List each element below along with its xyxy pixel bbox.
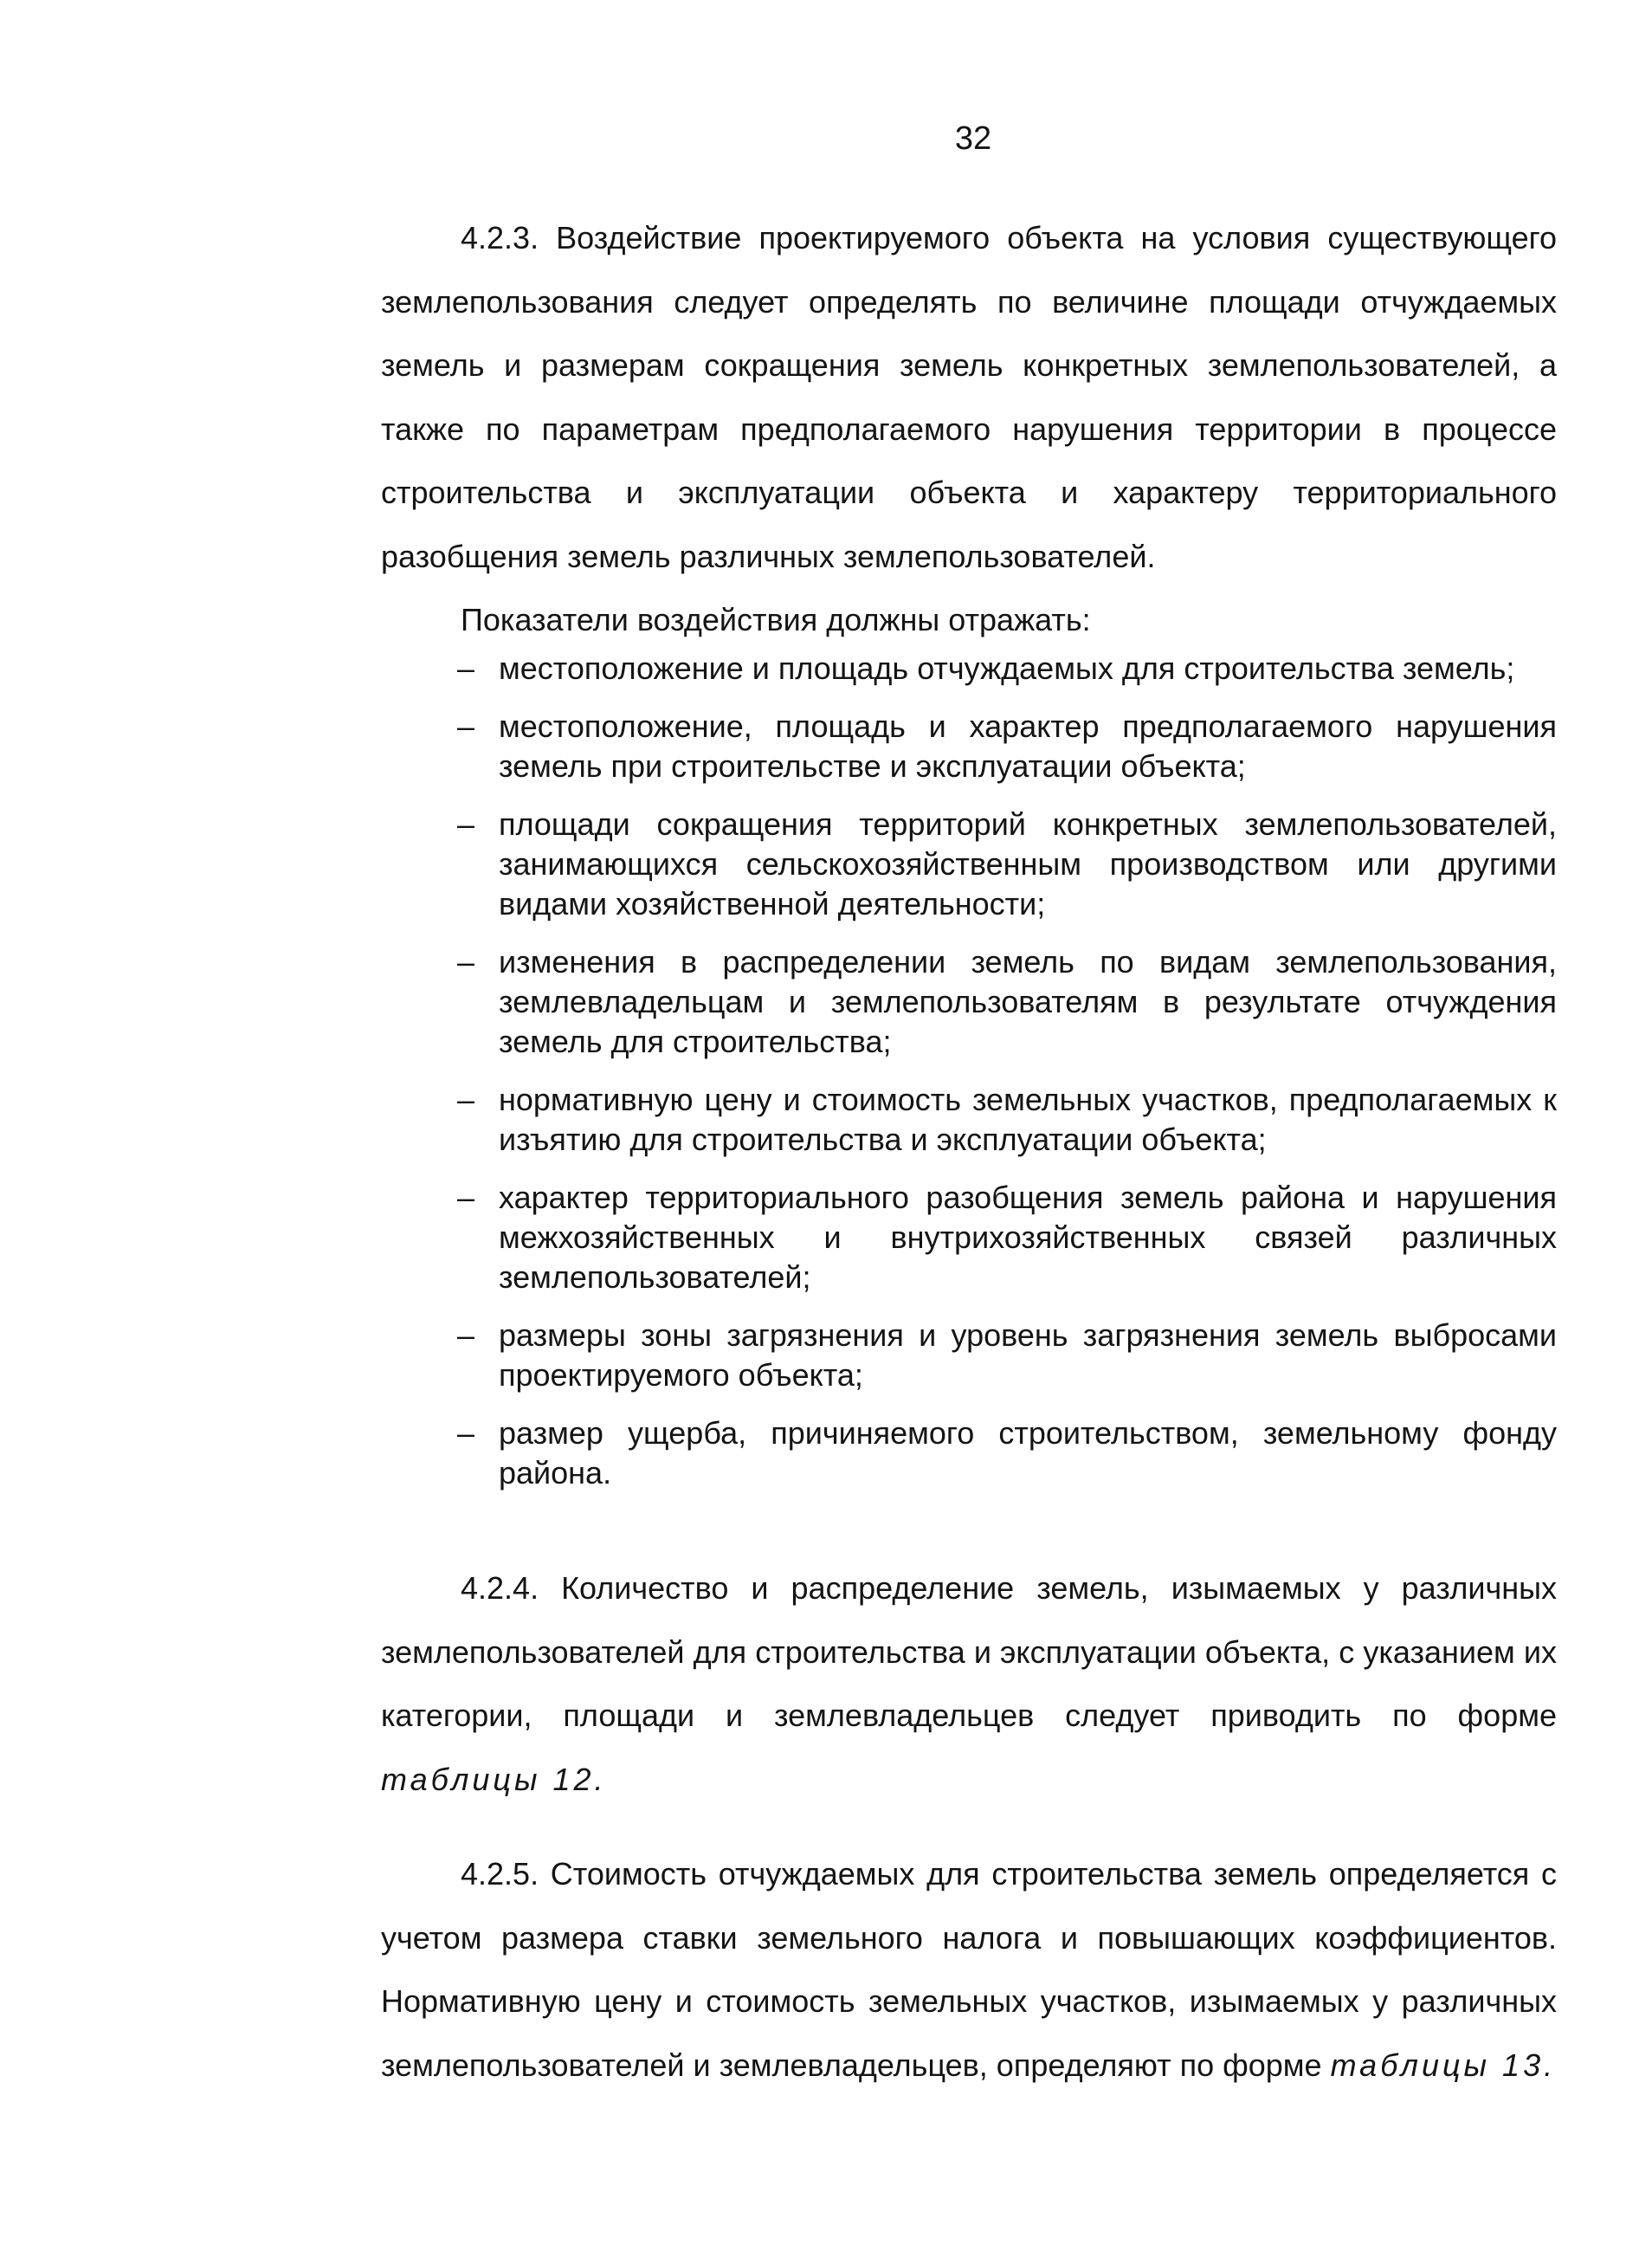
list-dash: –: [457, 1180, 475, 1215]
list-dash: –: [457, 1317, 475, 1353]
page-content: [381, 206, 1557, 2097]
list-item: [381, 805, 1557, 924]
list-dash: –: [457, 708, 475, 744]
list-item-text: характер территориального разобщения земель района и нарушения межхозяйственных и внутрихозяйственных связей различных землепользователей;: [499, 1180, 1557, 1295]
list-item-text: площади сокращения территорий конкретных землепользователей, занимающихся сельскохозяйственным производством или другими видами хозяйственной деятельности;: [499, 806, 1557, 922]
list-item: [381, 1178, 1557, 1297]
page-number: 32: [954, 120, 992, 157]
section-4-2-4-paragraph: [381, 1556, 1557, 1811]
list-item: [381, 707, 1557, 786]
section-4-2-5-paragraph: [381, 1842, 1557, 2097]
list-item-text: размеры зоны загрязнения и уровень загрязнения земель выбросами проектируемого объекта;: [499, 1317, 1557, 1393]
list-item: [381, 1316, 1557, 1395]
impact-indicators-list: [381, 649, 1557, 1493]
spacer: [381, 1811, 1557, 1842]
spacer: [381, 1511, 1557, 1556]
list-item: [381, 649, 1557, 689]
list-item: [381, 942, 1557, 1062]
section-4-2-3-paragraph: 4.2.3. Воздействие проектируемого объекта на условия существующего землепользования следует определять по величине площади отчуждаемых земель и размерам сокращения земель конкретных землепользователей, а также по параметрам предполагаемого нарушения территории в процессе строительства и эксплуатации объекта и характеру территориального разобщения земель различных землепользователей.: [381, 220, 1557, 574]
section-4-2-4-text: 4.2.4. Количество и распределение земель, изымаемых у различных землепользователей для строительства и эксплуатации объекта, с указанием их категории, площади и землевладельцев следует приводить по форме: [381, 1570, 1557, 1733]
list-item-text: размер ущерба, причиняемого строительством, земельному фонду района.: [499, 1415, 1557, 1491]
list-item-text: местоположение, площадь и характер предполагаемого нарушения земель при строительстве и эксплуатации объекта;: [499, 708, 1557, 784]
section-4-2-5-text: 4.2.5. Стоимость отчуждаемых для строительства земель определяется с учетом размера ставки земельного налога и повышающих коэффициентов. Нормативную цену и стоимость земельных участков, изымаемых у различных землепользователей и землевладельцев, определяют по форме: [381, 1856, 1557, 2083]
list-dash: –: [457, 944, 475, 980]
impact-indicators-intro: Показатели воздействия должны отражать:: [461, 602, 1091, 637]
list-dash: –: [457, 806, 475, 842]
table-12-reference: таблицы 12.: [381, 1761, 607, 1797]
list-item-text: местоположение и площадь отчуждаемых для строительства земель;: [499, 650, 1515, 686]
list-item: [381, 1080, 1557, 1160]
table-13-reference: таблицы 13.: [1330, 2047, 1557, 2083]
list-dash: –: [457, 650, 475, 686]
list-item: [381, 1413, 1557, 1493]
list-item-text: изменения в распределении земель по видам землепользования, землевладельцам и землепользователям в результате отчуждения земель для строительства;: [499, 944, 1557, 1059]
list-item-text: нормативную цену и стоимость земельных участков, предполагаемых к изъятию для строительства и эксплуатации объекта;: [499, 1082, 1557, 1157]
list-dash: –: [457, 1082, 475, 1117]
list-dash: –: [457, 1415, 475, 1451]
